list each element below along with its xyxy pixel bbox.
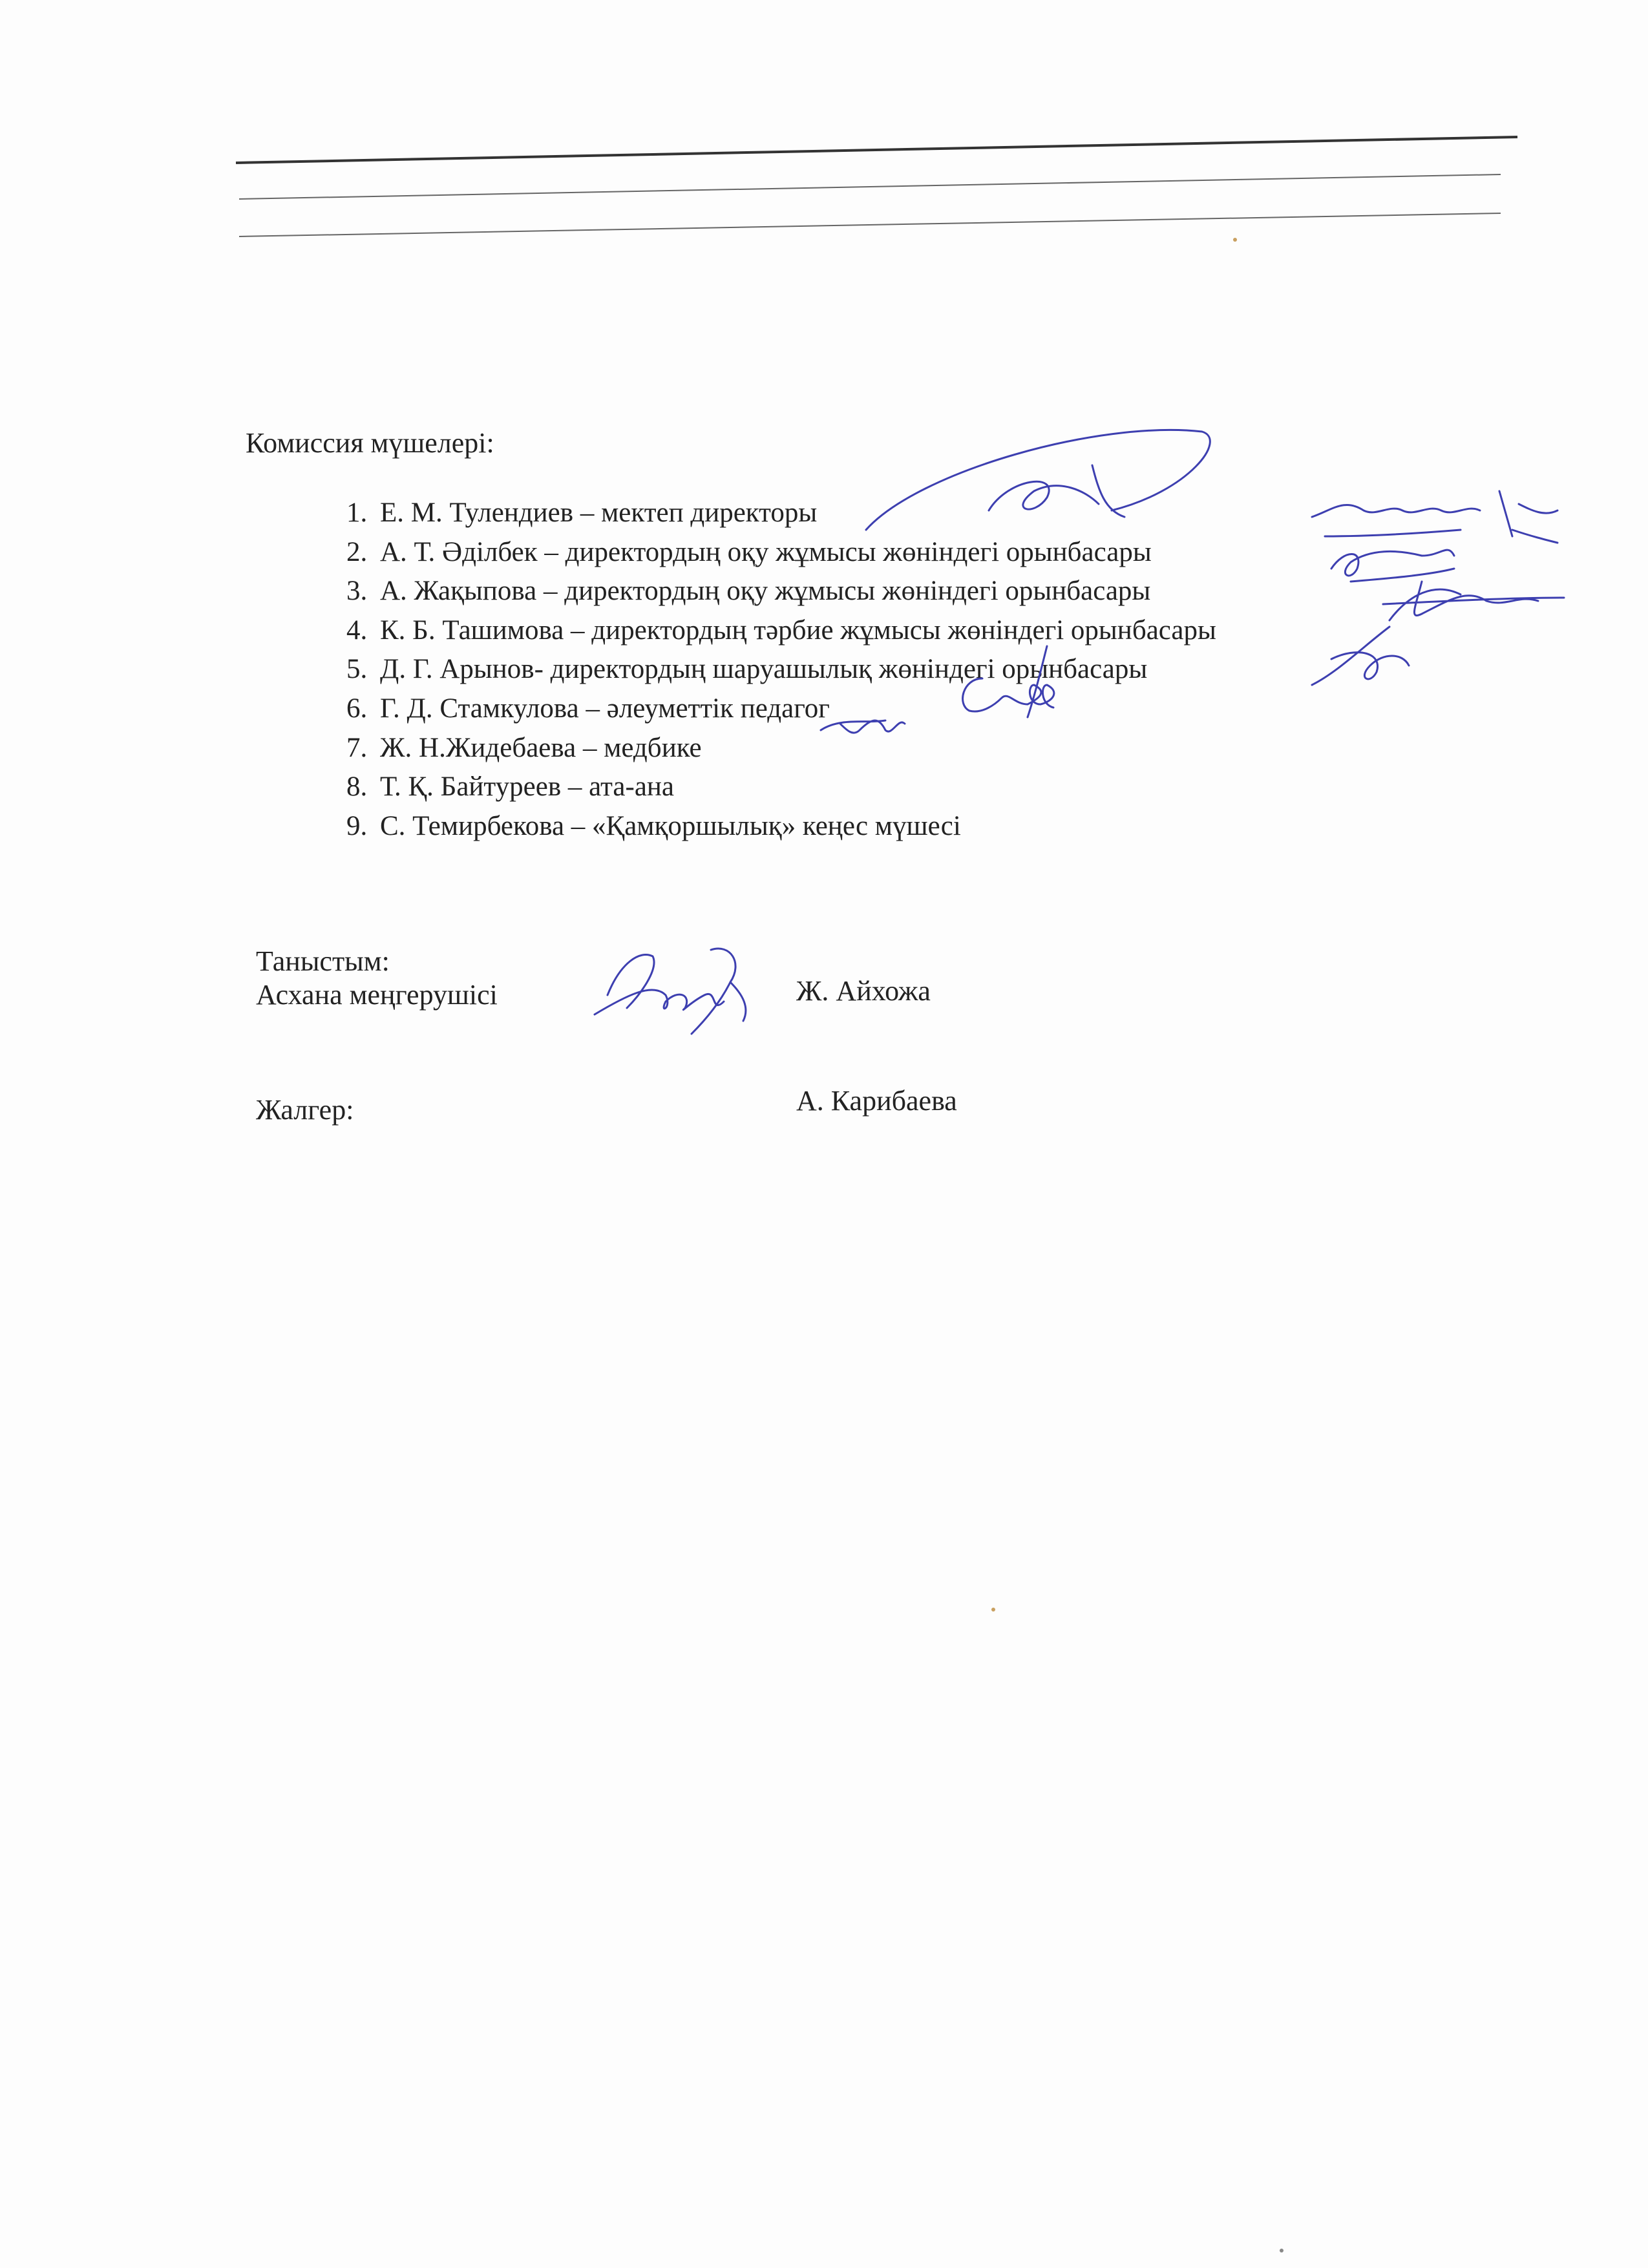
header-rule-lines xyxy=(0,0,1648,258)
member-text: Т. Қ. Байтуреев – ата-ана xyxy=(380,772,675,803)
paper-speck xyxy=(1280,2249,1284,2252)
header-rule-2 xyxy=(239,174,1501,199)
member-item xyxy=(346,572,1216,611)
member-number: 3. xyxy=(346,576,368,607)
acknowledgement-block xyxy=(256,945,498,1012)
member-item xyxy=(346,533,1216,572)
member-text: Г. Д. Стамкулова – әлеуметтік педагог xyxy=(380,693,830,724)
member-text: А. Т. Әділбек – директордың оқу жұмысы жөніндегі орынбасары xyxy=(380,536,1152,567)
member-number: 6. xyxy=(346,693,368,724)
canteen-manager-name: Ж. Айхожа xyxy=(796,975,931,1007)
member-number: 2. xyxy=(346,536,368,567)
signature-deputy-4 xyxy=(1312,627,1409,685)
header-rule-3 xyxy=(239,213,1501,236)
commission-members-list xyxy=(346,494,1216,846)
member-text: К. Б. Ташимова – директордың тәрбие жұмысы жөніндегі орынбасары xyxy=(380,614,1216,646)
member-text: С. Темирбекова – «Қамқоршылық» кеңес мүшесі xyxy=(380,810,961,841)
member-number: 4. xyxy=(346,614,368,646)
member-text: Ж. Н.Жидебаева – медбике xyxy=(380,732,702,763)
member-text: Д. Г. Арынов- директордың шаруашылық жөніндегі орынбасары xyxy=(380,654,1148,685)
signature-canteen-manager xyxy=(582,924,795,1053)
header-rule-1 xyxy=(236,137,1517,163)
member-item xyxy=(346,807,1216,846)
lessor-name: А. Карибаева xyxy=(796,1085,957,1117)
lessor-label: Жалгер: xyxy=(256,1094,354,1126)
member-text: Е. М. Тулендиев – мектеп директоры xyxy=(380,498,818,528)
paper-speck xyxy=(1233,238,1237,242)
member-item xyxy=(346,768,1216,807)
paper-speck xyxy=(991,1608,995,1612)
signature-deputy-2 xyxy=(1331,550,1454,582)
member-text: А. Жақыпова – директордың оқу жұмысы жөніндегі орынбасары xyxy=(380,576,1151,607)
acknowledged-label: Таныстым: xyxy=(256,945,390,977)
member-item xyxy=(346,650,1216,689)
member-number: 9. xyxy=(346,810,368,841)
signature-deputy-1 xyxy=(1312,491,1558,543)
member-number: 7. xyxy=(346,732,368,763)
member-item xyxy=(346,689,1216,729)
member-number: 1. xyxy=(346,498,368,528)
member-item xyxy=(346,611,1216,651)
commission-heading: Комиссия мүшелері: xyxy=(246,427,494,459)
member-item xyxy=(346,729,1216,768)
member-number: 8. xyxy=(346,772,368,803)
canteen-manager-position: Асхана меңгерушісі xyxy=(256,979,498,1011)
member-number: 5. xyxy=(346,654,368,685)
member-item xyxy=(346,494,1216,533)
signature-deputy-3 xyxy=(1383,582,1564,620)
